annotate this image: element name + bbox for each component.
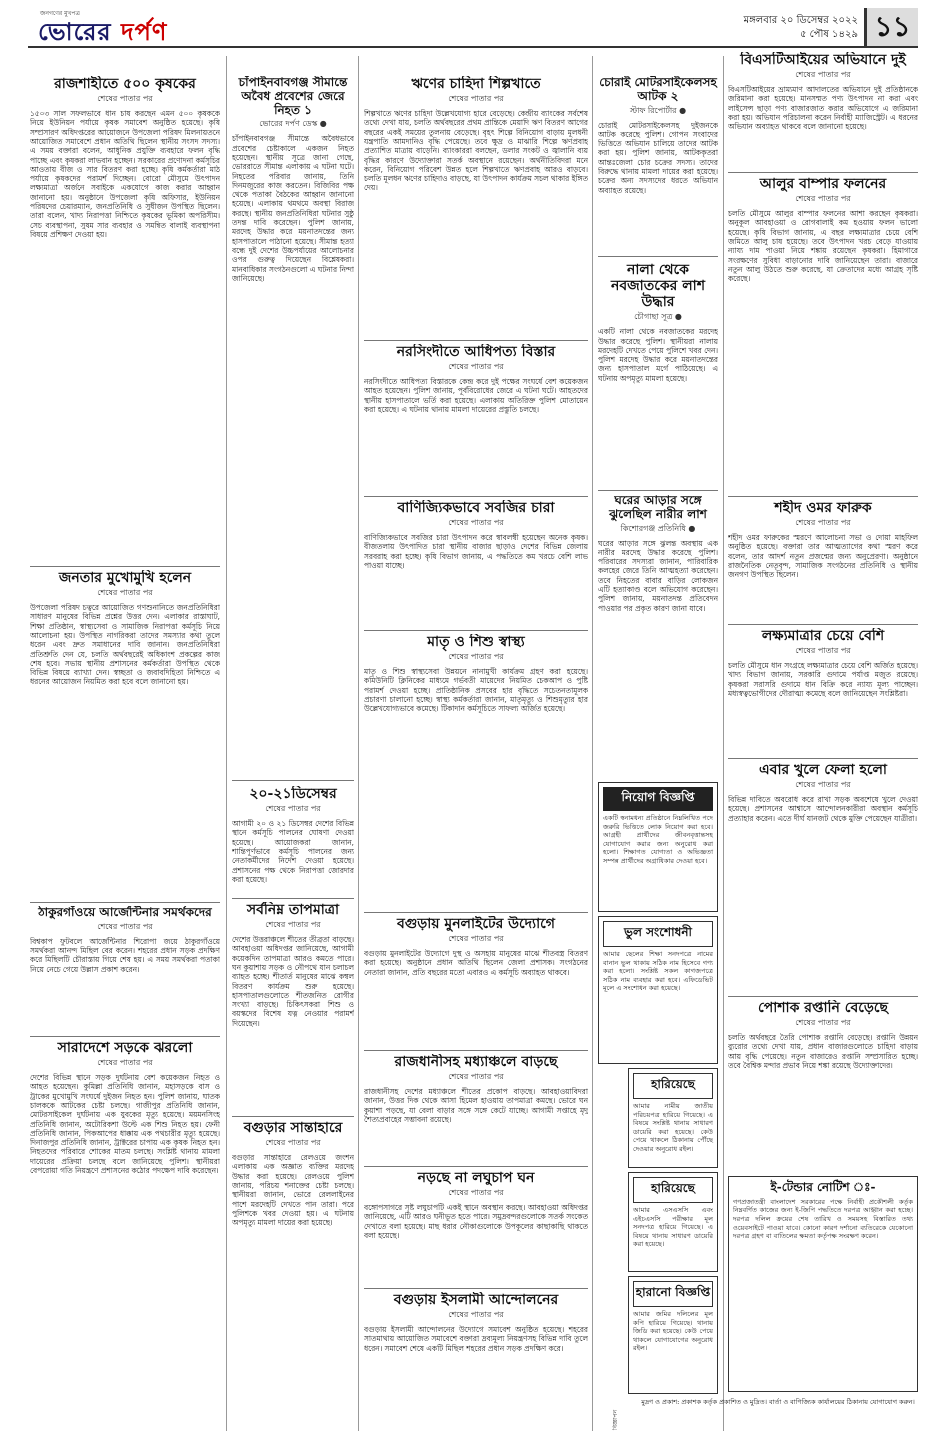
headline: বগুড়ার সান্তাহারে [243,1120,343,1136]
column-rule [592,56,593,1431]
byline: ভোরের দর্পণ ডেস্ক ● [259,119,327,129]
article-body: নরসিংদীতে আধিপত্য বিস্তারকে কেন্দ্র করে দুই পক্ষের সংঘর্ষে বেশ কয়েকজন আহত হয়েছেন। পুলিশ জানায়, পূর্ববিরোধের জেরে এ ঘটনা ঘটে। আহতদের স্থানীয় হাসপাতালে ভর্তি করা হয়েছে। এলাকায় অতিরিক্ত পুলিশ মোতায়েন করা হয়েছে। এ ঘটনায় থানায় মামলা দায়েরের প্রস্তুতি চলছে। [364,377,588,414]
headline: বিএসটিআইয়ের অভিযানে দুই [740,52,906,68]
article-e1 [728,52,918,170]
headline: নরসিংদীতে আধিপত্য বিস্তার [396,344,556,360]
section-rule [728,172,918,173]
article-body: শহীদ ওমর ফারুকের স্মরণে আলোচনা সভা ও দোয়া মাহফিল অনুষ্ঠিত হয়েছে। বক্তারা তার আত্মত্যাগের কথা স্মরণ করে বলেন, তার আদর্শ নতুন প্রজন্মের জন্য অনুপ্রেরণা। অনুষ্ঠানে রাজনৈতিক নেতৃবৃন্দ, সামাজিক সংগঠনের প্রতিনিধি ও স্থানীয় জনগণ উপস্থিত ছিলেন। [728,533,918,580]
section-rule [30,566,220,567]
article-body: শিল্পখাতে ঋণের চাহিদা উল্লেখযোগ্য হারে বেড়েছে। কেন্দ্রীয় ব্যাংকের সর্বশেষ তথ্যে দেখা যায়, চলতি অর্থবছরের প্রথম প্রান্তিকে মেয়াদি ঋণ বিতরণ আগের বছরের একই সময়ের তুলনায় বেড়েছে। বৃহৎ শিল্পে বিনিয়োগ বাড়ায় মূলধনী যন্ত্রপাতি আমদানিও বৃদ্ধি পেয়েছে। তবে ক্ষুদ্র ও মাঝারি শিল্পে ঋণপ্রবাহ প্রত্যাশিত মাত্রায় বাড়েনি। ব্যাংকাররা বলছেন, ডলার সংকট ও জ্বালানি ব্যয় বৃদ্ধির কারণে উদ্যোক্তারা সতর্ক অবস্থানে রয়েছেন। অর্থনীতিবিদরা মনে করেন, বিনিয়োগ পরিবেশ উন্নত হলে শিল্পখাতে ঋণপ্রবাহ আরও বাড়বে। চলতি মূলধন ঋণের চাহিদাও বাড়ছে, যা উৎপাদন কার্যক্রম সচল থাকার ইঙ্গিত দেয়। [364,109,588,193]
headline: সারাদেশে সড়কে ঝরলো [57,1040,193,1056]
notice-lost-1 [628,1068,718,1168]
continued-label: শেষের পাতার পর [448,1310,504,1320]
notice-body: আমার জমির দলিলের মূল কপি হারিয়ে গিয়েছে। থানায় জিডি করা হয়েছে। কেউ পেয়ে থাকলে যোগাযোগের অনুরোধ রইল। [633,1310,713,1353]
side-strip: বিজ্ঞাপন [612,1409,619,1430]
logo-word-right: দর্পণ [121,17,168,46]
article-c1 [364,76,588,338]
article-body: চলতি অর্থবছরে তৈরি পোশাক রপ্তানি বেড়েছে। রপ্তানি উন্নয়ন ব্যুরোর তথ্যে দেখা যায়, প্রধান বাজারগুলোতে চাহিদা বাড়ায় আয় বৃদ্ধি পেয়েছে। নতুন বাজারেও রপ্তানি সম্প্রসারিত হচ্ছে। তবে বৈশ্বিক মন্দার প্রভাব নিয়ে শঙ্কা রয়েছে উদ্যোক্তাদের। [728,1033,918,1070]
byline: স্টাফ রিপোর্টার ● [629,105,687,115]
article-body: চোরাই মোটরসাইকেলসহ দুইজনকে আটক করেছে পুলিশ। গোপন সংবাদের ভিত্তিতে অভিযান চালিয়ে তাদের আটক করা হয়। পুলিশ জানায়, আটককৃতরা আন্তঃজেলা চোর চক্রের সদস্য। তাদের বিরুদ্ধে থানায় মামলা দায়ের করা হয়েছে। চক্রের অন্য সদস্যদের ধরতে অভিযান অব্যাহত রয়েছে। [598,120,718,195]
headline: বাণিজ্যিকভাবে সবজির চারা [397,500,555,516]
masthead [28,8,918,48]
headline: জনতার মুখোমুখি হলেন [58,570,192,586]
headline: মাতৃ ও শিশু স্বাস্থ্য [427,634,525,650]
article-body: উপজেলা পরিষদ চত্বরে আয়োজিত গণশুনানিতে জনপ্রতিনিধিরা সাধারণ মানুষের বিভিন্ন প্রশ্নের উত্তর দেন। এলাকার রাস্তাঘাট, শিক্ষা প্রতিষ্ঠান, স্বাস্থ্যসেবা ও সামাজিক নিরাপত্তা কর্মসূচি নিয়ে আলোচনা হয়। উপস্থিত নাগরিকরা তাদের সমস্যার কথা তুলে ধরেন এবং দ্রুত সমাধানের দাবি জানান। জনপ্রতিনিধিরা প্রতিশ্রুতি দেন যে, চলতি অর্থবছরেই অধিকাংশ প্রকল্পের কাজ শেষ হবে। সভায় স্থানীয় প্রশাসনের কর্মকর্তারা উপস্থিত থেকে বিভিন্ন বিষয়ে ব্যাখ্যা দেন। স্বচ্ছতা ও জবাবদিহিতা নিশ্চিতে এ ধরনের আয়োজন নিয়মিত করা হবে বলে জানানো হয়। [30,603,220,687]
column-rule [358,56,359,1431]
section-rule [232,780,354,781]
continued-label: শেষের পাতার পর [448,934,504,944]
logo-tagline: জনগণের মুখপত্র [40,10,80,17]
continued-label: শেষের পাতার পর [795,194,851,204]
section-rule [364,630,588,631]
article-body: বিভিন্ন দাবিতে অবরোধ করে রাখা সড়ক অবশেষে খুলে দেওয়া হয়েছে। প্রশাসনের আশ্বাসে আন্দোলনকারীরা অবস্থান কর্মসূচি প্রত্যাহার করেন। এতে দীর্ঘ যানজট থেকে মুক্তি পেয়েছেন যাত্রীরা। [728,795,918,823]
continued-label: শেষের পাতার পর [97,588,153,598]
article-body: বঙ্গোপসাগরে সৃষ্ট লঘুচাপটি একই স্থানে অবস্থান করছে। আবহাওয়া অধিদপ্তর জানিয়েছে, এটি আরও ঘনীভূত হতে পারে। সমুদ্রবন্দরগুলোকে সতর্ক সংকেত দেখাতে বলা হয়েছে। মাছ ধরার নৌকাগুলোকে উপকূলের কাছাকাছি থাকতে বলা হয়েছে। [364,1203,588,1240]
notice-title: হারিয়েছে [633,1177,713,1203]
notice-body: আমার ছেলের শিক্ষা সনদপত্রে নামের বানান ভুল থাকায় সঠিক নাম হিসেবে গণ্য করা হলো। সংশ্লিষ্ট সকল কাগজপত্রে সঠিক নাম ব্যবহার করা হবে। এফিডেভিট মূলে এ সংশোধন করা হয়েছে। [603,950,713,993]
headline: আলুর বাম্পার ফলনের [759,176,887,192]
article-a2 [30,570,220,900]
date-box [744,14,858,42]
byline: কিশোরগঞ্জ প্রতিনিধি ● [620,523,696,533]
section-rule [728,624,918,625]
section-rule [232,898,354,899]
notice-lost-3 [628,1276,718,1394]
headline: রাজধানীসহ মধ্যাঞ্চলে বাড়ছে [394,1054,558,1070]
headline: ঋণের চাহিদা শিল্পখাতে [411,76,541,92]
article-c4 [364,634,588,910]
continued-label: শেষের পাতার পর [795,518,851,528]
continued-label: শেষের পাতার পর [97,94,153,104]
notice-body: আমার নামীয় জাতীয় পরিচয়পত্র হারিয়ে গিয়েছে। এ বিষয়ে সংশ্লিষ্ট থানায় সাধারণ ডায়েরি করা হয়েছে। কেউ পেয়ে থাকলে ঠিকানায় পৌঁছে দেওয়ার অনুরোধ রইল। [633,1102,713,1153]
section-rule [364,496,588,497]
article-body: দেশের উত্তরাঞ্চলে শীতের তীব্রতা বাড়ছে। আবহাওয়া অধিদপ্তর জানিয়েছে, আগামী কয়েকদিন তাপমাত্রা আরও কমতে পারে। ঘন কুয়াশায় সড়ক ও নৌপথে যান চলাচল ব্যাহত হচ্ছে। শীতার্ত মানুষের মাঝে কম্বল বিতরণ কার্যক্রম শুরু হয়েছে। হাসপাতালগুলোতে শীতজনিত রোগীর সংখ্যা বাড়ছে। চিকিৎসকরা শিশু ও বয়স্কদের বিশেষ যত্ন নেওয়ার পরামর্শ দিয়েছেন। [232,935,354,1028]
headline: বগুড়ায় ইসলামী আন্দোলনের [393,1292,559,1308]
notice-job [598,782,718,912]
headline: পোশাক রপ্তানি বেড়েছে [758,1000,888,1016]
notice-title: নিয়োগ বিজ্ঞপ্তি [603,787,713,811]
notice-correction [598,916,718,1064]
article-d1 [598,76,718,254]
headline: এবার খুলে ফেলা হলো [759,762,887,778]
article-c2 [364,344,588,494]
section-rule [364,912,588,913]
notice-body: একটি স্বনামধন্য প্রতিষ্ঠানে নিম্নলিখিত পদে জরুরি ভিত্তিতে লোক নিয়োগ করা হবে। আগ্রহী প্রার্থীদের জীবনবৃত্তান্তসহ যোগাযোগ করার জন্য অনুরোধ করা হলো। শিক্ষাগত যোগ্যতা ও অভিজ্ঞতা সম্পন্ন প্রার্থীদের অগ্রাধিকার দেওয়া হবে। [603,814,713,865]
column-rule [723,56,724,1431]
headline: নালা থেকে নবজাতকের লাশ উদ্ধার [610,262,705,311]
notice-lost-2 [628,1172,718,1272]
article-c5 [364,916,588,1048]
article-body: চাঁপাইনবাবগঞ্জ সীমান্তে অবৈধভাবে প্রবেশের চেষ্টাকালে একজন নিহত হয়েছেন। স্থানীয় সূত্রে জানা গেছে, ভোররাতে সীমান্ত এলাকায় এ ঘটনা ঘটে। নিহতের পরিবার জানায়, তিনি দিনমজুরের কাজ করতেন। বিজিবির পক্ষ থেকে পতাকা বৈঠকের আহ্বান জানানো হয়েছে। এলাকায় থমথমে অবস্থা বিরাজ করছে। স্থানীয় জনপ্রতিনিধিরা ঘটনার সুষ্ঠু তদন্ত দাবি করেছেন। পুলিশ জানায়, মরদেহ উদ্ধার করে ময়নাতদন্তের জন্য হাসপাতালে পাঠানো হয়েছে। সীমান্ত হত্যা বন্ধে দুই দেশের উচ্চপর্যায়ের আলোচনার ওপর গুরুত্ব দিয়েছেন বিশ্লেষকরা। মানবাধিকার সংগঠনগুলো এ ঘটনার নিন্দা জানিয়েছে। [232,134,354,283]
headline: লক্ষ্যমাত্রার চেয়ে বেশি [761,628,885,644]
column-rule [226,56,227,1431]
article-e5 [728,762,918,994]
article-body: বগুড়ায় ইসলামী আন্দোলনের উদ্যোগে সমাবেশ অনুষ্ঠিত হয়েছে। শহরের সাতমাথায় আয়োজিত সমাবেশে বক্তারা দ্রব্যমূল্য নিয়ন্ত্রণসহ বিভিন্ন দাবি তুলে ধরেন। সমাবেশ শেষে একটি মিছিল শহরের প্রধান সড়ক প্রদক্ষিণ করে। [364,1325,588,1353]
continued-label: শেষের পাতার পর [97,1058,153,1068]
article-e2 [728,176,918,494]
continued-label: শেষের পাতার পর [448,652,504,662]
continued-label: শেষের পাতার পর [265,804,321,814]
headline: নড়ছে না লঘুচাপ ঘন [417,1170,535,1186]
section-rule [232,1116,354,1117]
article-a4 [30,1040,220,1430]
headline: বগুড়ায় মুনলাইটের উদ্যোগে [397,916,555,932]
article-body: বিএসটিআইয়ের ভ্রাম্যমাণ আদালতের অভিযানে দুই প্রতিষ্ঠানকে জরিমানা করা হয়েছে। মানসম্মত পণ্য উৎপাদন না করা এবং লাইসেন্স ছাড়া পণ্য বাজারজাত করার অভিযোগে এ জরিমানা করা হয়। অভিযান পরিচালনা করেন নির্বাহী ম্যাজিস্ট্রেট। এ ধরনের অভিযান অব্যাহত থাকবে বলে জানানো হয়েছে। [728,85,918,132]
article-b4 [232,1120,354,1430]
article-a1 [30,76,220,564]
article-d3 [598,494,718,778]
article-e6 [728,1000,918,1172]
headline: শহীদ ওমর ফারুক [774,500,872,516]
headline: ২০-২১ডিসেম্বর [249,786,337,802]
section-rule [30,1036,220,1037]
notice-title: ভুল সংশোধনী [603,921,713,947]
headline: চোরাই মোটরসাইকেলসহ আটক ২ [599,76,717,103]
section-rule [728,758,918,759]
page-number: ১১ [864,8,918,46]
continued-label: শেষের পাতার পর [448,1188,504,1198]
section-rule [364,340,588,341]
article-body: বগুড়ায় মুনলাইটের উদ্যোগে দুস্থ ও অসহায় মানুষের মাঝে শীতবস্ত্র বিতরণ করা হয়েছে। অনুষ্ঠানে প্রধান অতিথি ছিলেন জেলা প্রশাসক। সংগঠনের নেতারা জানান, প্রতি বছরের মতো এবারও এ কর্মসূচি অব্যাহত থাকবে। [364,949,588,977]
continued-label: শেষের পাতার পর [795,70,851,80]
date-gregorian: মঙ্গলবার ২০ ডিসেম্বর ২০২২ [743,15,858,26]
notice-title: হারিয়েছে [633,1073,713,1099]
article-b2 [232,786,354,896]
logo-word-left: ভোরের [38,17,112,46]
article-body: আগামী ২০ ও ২১ ডিসেম্বর দেশের বিভিন্ন স্থানে কর্মসূচি পালনের ঘোষণা দেওয়া হয়েছে। আয়োজকরা জানান, শান্তিপূর্ণভাবে কর্মসূচি পালনের জন্য নেতাকর্মীদের নির্দেশ দেওয়া হয়েছে। প্রশাসনের পক্ষ থেকে নিরাপত্তা জোরদার করা হয়েছে। [232,819,354,884]
byline: চৌগাছা সূত্র ● [634,312,682,322]
article-body: মাতৃ ও শিশু স্বাস্থ্যসেবা উন্নয়নে নানামুখী কার্যক্রম গ্রহণ করা হয়েছে। কমিউনিটি ক্লিনিকের মাধ্যমে গর্ভবতী মায়েদের নিয়মিত চেকআপ ও পুষ্টি পরামর্শ দেওয়া হচ্ছে। প্রাতিষ্ঠানিক প্রসবের হার বৃদ্ধিতে সচেতনতামূলক প্রচারণা চালানো হচ্ছে। স্বাস্থ্য কর্মকর্তারা জানান, মাতৃমৃত্যু ও শিশুমৃত্যুর হার উল্লেখযোগ্যভাবে কমেছে। টিকাদান কর্মসূচিতে সাফল্য অর্জিত হয়েছে। [364,667,588,714]
headline: ঠাকুরগাঁওয়ে আর্জেন্টিনার সমর্থকদের [38,906,212,919]
article-body: চলতি মৌসুমে ধান সংগ্রহে লক্ষ্যমাত্রার চেয়ে বেশি অর্জিত হয়েছে। খাদ্য বিভাগ জানায়, সরকারি গুদামে পর্যাপ্ত মজুত রয়েছে। কৃষকরা সরাসরি গুদামে ধান বিক্রি করে ন্যায্য মূল্য পাচ্ছেন। মধ্যস্বত্বভোগীদের দৌরাত্ম্য কমেছে বলে জানিয়েছেন সংশ্লিষ্টরা। [728,661,918,698]
article-c6 [364,1054,588,1164]
continued-label: শেষের পাতার পর [795,1018,851,1028]
continued-label: শেষের পাতার পর [795,646,851,656]
section-rule [728,996,918,997]
date-bengali: ৫ পৌষ ১৪২৯ [799,29,858,40]
article-e3 [728,500,918,622]
article-a3 [30,906,220,1034]
continued-label: শেষের পাতার পর [265,920,321,930]
section-rule [598,256,718,257]
headline: সর্বনিম্ন তাপমাত্রা [246,902,340,918]
article-c7 [364,1170,588,1286]
article-body: ১৫০৩ সাল সফলভাবে ধান চাষ করছেন এমন ৫০০ কৃষককে নিয়ে ইউনিয়ন পর্যায়ে কৃষক সমাবেশ অনুষ্ঠিত হয়েছে। কৃষি সম্প্রসারণ অধিদপ্তরের আয়োজনে উপজেলা পরিষদ মিলনায়তনে আয়োজিত সমাবেশে প্রধান অতিথি ছিলেন স্থানীয় সংসদ সদস্য। এ সময় বক্তারা বলেন, আধুনিক প্রযুক্তি ব্যবহারে ফলন বৃদ্ধি পাচ্ছে এবং কৃষকরা লাভবান হচ্ছেন। সরকারের প্রণোদনা কর্মসূচির আওতায় বীজ ও সার বিতরণ করা হচ্ছে। কৃষি কর্মকর্তারা মাঠ পর্যায়ে কৃষকদের পরামর্শ দিচ্ছেন। বোরো মৌসুমে উৎপাদন লক্ষ্যমাত্রা অর্জনে সবাইকে একযোগে কাজ করার আহ্বান জানানো হয়। অনুষ্ঠানে উপজেলা কৃষি অফিসার, ইউনিয়ন পরিষদের চেয়ারম্যান, জনপ্রতিনিধি ও সুধীজন উপস্থিত ছিলেন। তারা বলেন, খাদ্য নিরাপত্তা নিশ্চিতে কৃষকের ভূমিকা অপরিসীম। সেচ ব্যবস্থাপনা, সুষম সার ব্যবহার ও সমন্বিত বালাই ব্যবস্থাপনা বিষয়ে প্রশিক্ষণ দেওয়া হয়। [30,109,220,239]
article-body: দেশের বিভিন্ন স্থানে সড়ক দুর্ঘটনায় বেশ কয়েকজন নিহত ও আহত হয়েছেন। কুমিল্লা প্রতিনিধি জানান, মহাসড়কে বাস ও ট্রাকের মুখোমুখি সংঘর্ষে দুইজন নিহত হন। পুলিশ জানায়, ঘাতক চালককে আটকের চেষ্টা চলছে। গাজীপুর প্রতিনিধি জানান, মোটরসাইকেল দুর্ঘটনায় এক যুবকের মৃত্যু হয়েছে। ময়মনসিংহ প্রতিনিধি জানান, অটোরিকশা উল্টে এক শিশু নিহত হয়। ফেনী প্রতিনিধি জানান, পিকআপের ধাক্কায় এক পথচারীর মৃত্যু হয়েছে। দিনাজপুর প্রতিনিধি জানান, ট্রাক্টরের চাপায় এক কৃষক নিহত হন। নিহতদের পরিবারে শোকের মাতম চলছে। সংশ্লিষ্ট থানায় মামলা দায়েরের প্রক্রিয়া চলছে বলে জানিয়েছে পুলিশ। স্থানীয়রা বেপরোয়া গতি নিয়ন্ত্রণে প্রশাসনের কঠোর পদক্ষেপ দাবি করেছেন। [30,1073,220,1176]
headline: ঘরের আড়ার সঙ্গে ঝুলেছিল নারীর লাশ [609,494,707,521]
section-rule [364,1166,588,1167]
tender-notice [728,1176,918,1392]
continued-label: শেষের পাতার পর [448,362,504,372]
article-body: বাণিজ্যিকভাবে সবজির চারা উৎপাদন করে স্বাবলম্বী হয়েছেন অনেক কৃষক। বীজতলায় উৎপাদিত চারা স্থানীয় বাজার ছাড়াও দেশের বিভিন্ন জেলায় সরবরাহ করা হচ্ছে। কৃষি বিভাগ জানায়, এ পদ্ধতিতে কম খরচে বেশি লাভ পাওয়া যাচ্ছে। [364,533,588,570]
article-body: রাজধানীসহ দেশের মধ্যাঞ্চলে শীতের প্রকোপ বাড়ছে। আবহাওয়াবিদরা জানান, উত্তর দিক থেকে আসা হিমেল হাওয়ায় তাপমাত্রা কমছে। ভোরে ঘন কুয়াশা পড়ছে, যা বেলা বাড়ার সঙ্গে সঙ্গে কেটে যাচ্ছে। আগামী সপ্তাহে মৃদু শৈত্যপ্রবাহের সম্ভাবনা রয়েছে। [364,1087,588,1124]
continued-label: শেষের পাতার পর [448,518,504,528]
continued-label: শেষের পাতার পর [448,94,504,104]
continued-label: শেষের পাতার পর [448,1072,504,1082]
continued-label: শেষের পাতার পর [97,921,153,931]
continued-label: শেষের পাতার পর [795,780,851,790]
article-e4 [728,628,918,756]
headline: রাজশাহীতে ৫০০ কৃষকের [54,76,196,92]
section-rule [364,1050,588,1051]
continued-label: শেষের পাতার পর [265,1138,321,1148]
section-rule [728,496,918,497]
article-body: ঘরের আড়ার সঙ্গে ঝুলন্ত অবস্থায় এক নারীর মরদেহ উদ্ধার করেছে পুলিশ। পরিবারের সদস্যরা জানান, পারিবারিক কলহের জেরে তিনি আত্মহত্যা করেছেন। তবে নিহতের বাবার বাড়ির লোকজন এটি হত্যাকাণ্ড বলে অভিযোগ করেছেন। পুলিশ জানায়, ময়নাতদন্ত প্রতিবেদন পাওয়ার পর প্রকৃত কারণ জানা যাবে। [598,538,718,613]
notice-body: গণপ্রজাতন্ত্রী বাংলাদেশ সরকারের পক্ষে নির্বাহী প্রকৌশলী কর্তৃক নিম্নবর্ণিত কাজের জন্য ই-জিপি পদ্ধতিতে দরপত্র আহ্বান করা হচ্ছে। দরপত্র দলিল ক্রয়ের শেষ তারিখ ও সময়সহ বিস্তারিত তথ্য ওয়েবসাইটে পাওয়া যাবে। কোনো কারণ দর্শানো ব্যতিরেকে যেকোনো দরপত্র গ্রহণ বা বাতিলের ক্ষমতা কর্তৃপক্ষ সংরক্ষণ করেন। [733,1197,913,1241]
article-c8 [364,1292,588,1430]
article-body: একটি নালা থেকে নবজাতকের মরদেহ উদ্ধার করেছে পুলিশ। স্থানীয়রা নালায় মরদেহটি দেখতে পেয়ে পুলিশে খবর দেন। পুলিশ মরদেহ উদ্ধার করে ময়নাতদন্তের জন্য হাসপাতাল মর্গে পাঠিয়েছে। এ ঘটনায় অপমৃত্যু মামলা হয়েছে। [598,327,718,383]
notice-body: আমার এসএসসি এবং এইচএসসি পরীক্ষার মূল সনদপত্র হারিয়ে গিয়েছে। এ বিষয়ে থানায় সাধারণ ডায়েরি করা হয়েছে। [633,1206,713,1249]
article-body: বিশ্বকাপ ফুটবলে আর্জেন্টিনার শিরোপা জয়ে ঠাকুরগাঁওয়ে সমর্থকরা আনন্দ মিছিল বের করেন। শহরের প্রধান সড়ক প্রদক্ষিণ করে মিছিলটি চৌরাস্তায় গিয়ে শেষ হয়। এ সময় সমর্থকরা পতাকা নিয়ে নেচে গেয়ে উল্লাস প্রকাশ করেন। [30,936,220,974]
article-d2 [598,262,718,488]
notice-title: হারানো বিজ্ঞপ্তি [633,1281,713,1307]
section-rule [598,490,718,491]
newspaper-logo [38,14,167,54]
article-b3 [232,902,354,1114]
article-body: বগুড়ার সান্তাহারে রেলওয়ে জংশন এলাকায় এক অজ্ঞাত ব্যক্তির মরদেহ উদ্ধার করা হয়েছে। রেলওয়ে পুলিশ জানায়, পরিচয় শনাক্তের চেষ্টা চলছে। স্থানীয়রা জানান, ভোরে রেললাইনের পাশে মরদেহটি দেখতে পান তারা। পরে পুলিশকে খবর দেওয়া হয়। এ ঘটনায় অপমৃত্যু মামলা দায়ের করা হয়েছে। [232,1153,354,1228]
headline: চাঁপাইনবাবগঞ্জ সীমান্তে অবৈধ প্রবেশের জেরে নিহত ১ [238,76,348,117]
article-c3 [364,500,588,628]
article-b1 [232,76,354,778]
section-rule [30,902,220,903]
article-body: চলতি মৌসুমে আলুর বাম্পার ফলনের আশা করছেন কৃষকরা। অনুকূল আবহাওয়া ও রোগবালাই কম হওয়ায় ফলন ভালো হয়েছে। কৃষি বিভাগ জানায়, এ বছর লক্ষ্যমাত্রার চেয়ে বেশি জমিতে আলু চাষ হয়েছে। তবে উৎপাদন খরচ বেড়ে যাওয়ায় ন্যায্য দাম পাওয়া নিয়ে শঙ্কায় রয়েছেন কৃষকরা। হিমাগারে সংরক্ষণের সুবিধা বাড়ানোর দাবি জানিয়েছেন তারা। বাজারে নতুন আলু উঠতে শুরু করেছে, যা ক্রেতাদের মধ্যে আগ্রহ সৃষ্টি করেছে। [728,209,918,284]
headline: ই-টেন্ডার নোটিশ ঃ- [770,1180,876,1194]
imprint-line: মুদ্রণ ও প্রকাশ: প্রকাশক কর্তৃক প্রকাশিত ও মুদ্রিত। বার্তা ও বাণিজ্যিক কার্যালয়ের ঠিকানায় যোগাযোগ করুন। [641,1398,915,1406]
section-rule [364,1288,588,1289]
